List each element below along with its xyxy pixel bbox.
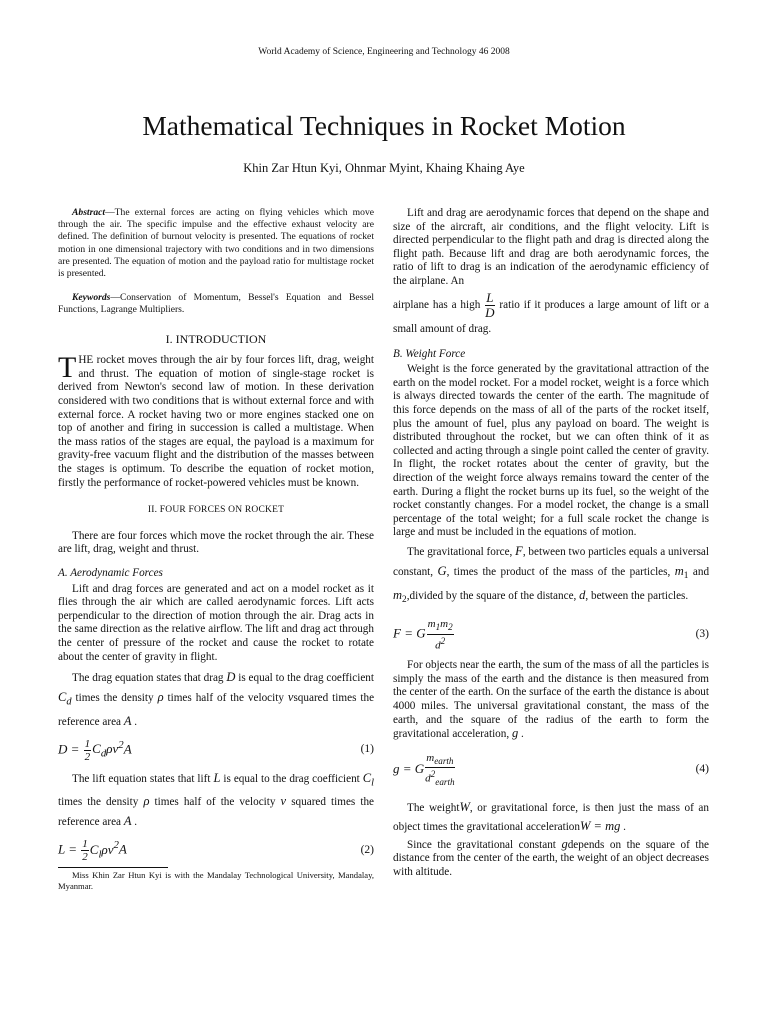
- lift-text-4: times half of the velocity: [154, 796, 276, 809]
- forces-heading: II. FOUR FORCES ON ROCKET: [147, 505, 285, 516]
- intro-text: HE rocket moves through the air by four forces lift, drag, weight and thrust. The equation of motion of single-stage rocket is derived from Newton's second law of motion. In these derivation considered with two conditions that is without external force and with external force. A rocket having two or more engines stacked one on top of another and firing in succession is called a multistage. When the mass ratios of the stages are equal, the payload is a maximum for gravity-free vacuum flight and the distribution of the masses between the stages is optimum. To describe the equation of rocket motion, firstly the performance of rocket-powered vehicles must be known.: [58, 354, 374, 489]
- liftdrag-paragraph: Lift and drag are aerodynamic forces that depend on the shape and size of the aircraft, air conditions, and the flight velocity. Lift is directed perpendicular to the flight path and drag is directed along the flight path. Because lift and drag are both aerodynamic forces, the ratio of lift to drag is an indication of the aerodynamic efficiency of the airplane. An: [393, 207, 709, 287]
- running-header: World Academy of Science, Engineering and Technology 46 2008: [258, 47, 510, 57]
- equation-4-number: (4): [695, 762, 709, 775]
- airplane-text-1: airplane has a high: [393, 298, 481, 311]
- grav-text-4: and: [692, 565, 710, 578]
- weight-mass-text-2: , or gravitational force, is then just the mass of an object times the gravitational acceleration: [393, 801, 709, 833]
- equation-3-number: (3): [695, 627, 709, 640]
- weight-heading: B. Weight Force: [393, 347, 466, 360]
- near-earth-text: For objects near the earth, the sum of the mass of all the particles is simply the mass of the earth and the distance is then measured from the center of the earth. On the surface of the earth the distance is about 4000 miles. The universal gravitational constant, the mass of the earth, and the square of the radius of the earth to form the gravitational acceleration,: [393, 659, 709, 741]
- forces-paragraph: There are four forces which move the rocket through the air. These are lift, drag, weight and thrust.: [58, 529, 374, 556]
- aero-heading: A. Aerodynamic Forces: [58, 566, 163, 579]
- drag-text-3: times the density: [75, 692, 154, 705]
- keywords: [58, 292, 374, 316]
- since-text-1: Since the gravitational constant: [407, 838, 556, 851]
- lift-text-5: squared times the reference area: [58, 796, 375, 829]
- equation-3: F = G $\frac{m_1m_2}{d^2}$ (3): [393, 618, 709, 652]
- weight-paragraph: Weight is the force generated by the gravitational attraction of the earth on the model rocket. For a model rocket, weight is a force which is always directed towards the center of the earth. The magnitude of this force depends on the mass of all of the parts of the rocket itself, plus the amount of fuel, plus any payload on board. The weight is distributed throughout the rocket, but we can often think of it as collected and acting through a single point called the center of gravity. In flight, the rocket rotates about the center of gravity, but the direction of the weight force always remains toward the center of the earth. During a flight the rocket burns up its fuel, so the weight of the rocket constantly changes. For a model rocket, the change is a small percentage of the total weight; for a full scale rocket the change is large and must be included in the equations of motion.: [393, 363, 709, 539]
- paper-title: Mathematical Techniques in Rocket Motion: [142, 110, 626, 141]
- footnote-rule: [58, 867, 168, 868]
- drag-text-2: is equal to the drag coefficient: [238, 672, 375, 685]
- intro-heading: I. INTRODUCTION: [165, 331, 267, 346]
- weight-mass-paragraph: The weightW, or gravitational force, is then just the mass of an object times the gravitational accelerationW = mg .: [393, 799, 709, 833]
- footnote: Miss Khin Zar Htun Kyi is with the Mandalay Technological University, Mandalay, Myanmar.: [58, 870, 374, 892]
- grav-paragraph: The gravitational force, F, between two particles equals a universal constant, G, times the product of the mass of the particles, $m_1$ and $m_2,divided$ by the square of the distance, d, between the particles.: [393, 543, 710, 606]
- drag-paragraph: The drag equation states that drag D is equal to the drag coefficient $C_d$ times the density ρ times half of the velocity vsquared times the reference area A .: [58, 670, 375, 728]
- keywords-text: —Conservation of Momentum, Bessel's Equation and Bessel Functions, Lagrange Multipliers.: [58, 292, 374, 316]
- grav-text-2: , between two particles equals a universal constant,: [393, 545, 709, 578]
- equation-1-number: (1): [360, 743, 374, 756]
- lift-text-3: times the density: [58, 796, 139, 809]
- intro-dropcap: T: [58, 351, 77, 385]
- abstract-text: —The external forces are acting on flying vehicles which move through the air. The specific impulse and the effective exhaust velocity are defined. The definition of burnout velocity is presented. The equations of rocket motion in one dimensional trajectory with two conditions and in two dimensions are presented. The equation of motion and the payload ratio for multistage rocket is presented.: [58, 207, 374, 280]
- weight-mass-text-1: The weight: [407, 801, 460, 814]
- keywords-label: Keywords: [72, 292, 111, 304]
- near-earth-paragraph: For objects near the earth, the sum of the mass of all the particles is simply the mass of the earth and the distance is then measured from the center of the earth. On the surface of the earth the distance is about 4000 miles. The universal gravitational constant, the mass of the earth, and the square of the radius of the earth to form the gravitational acceleration, g .: [393, 659, 709, 741]
- lift-paragraph: The lift equation states that lift L is equal to the drag coefficient $C_l$ times the density ρ times half of the velocity v squared times the reference area A .: [58, 770, 375, 829]
- left-column: [58, 207, 374, 892]
- airplane-text-2: ratio if it produces a large amount of lift or a small amount of drag.: [393, 298, 710, 335]
- since-paragraph: Since the gravitational constant gdepends on the square of the distance from the center of the earth, the weight of an object decreases with altitude.: [393, 836, 710, 878]
- intro-paragraph: [58, 351, 374, 490]
- grav-text-3: , times the product of the mass of the particles,: [446, 565, 671, 578]
- drag-text-4: times half of the velocity: [167, 692, 284, 705]
- equation-1: D = $\frac{1}{2}$ $C_d\rho v^2A$ (1): [58, 737, 374, 763]
- right-column: [393, 207, 709, 880]
- aero-paragraph: Lift and drag forces are generated and act on a model rocket as it flies through the air which are called aerodynamic forces. Lift acts perpendicular to the direction of motion through the air. Drag acts in the same direction as the relative airflow. The lift and drag act through the center of pressure of the rocket and cause the rocket to rotate about the center of gravity in flight.: [58, 582, 374, 663]
- since-text-2: depends on the square of the distance from the center of the earth, the weight of an object decreases with altitude.: [393, 838, 710, 878]
- equation-4: g = G $\frac{m_{earth}}{d^2_{earth}}$ (4): [393, 751, 709, 787]
- equation-2: L = $\frac{1}{2}$ $C_l\rho v^2A$ (2): [58, 838, 374, 864]
- grav-text-6: , between the particles.: [585, 590, 689, 603]
- grav-text-1: The gravitational force,: [407, 545, 513, 558]
- drag-text-5: squared times the reference area: [58, 692, 375, 728]
- airplane-paragraph: airplane has a high $\frac{L}{D}$ ratio if it produces a large amount of lift or a small amount of drag.: [393, 289, 710, 335]
- abstract: [58, 207, 374, 280]
- abstract-label: Abstract: [72, 207, 106, 218]
- lift-text-1: The lift equation states that lift: [72, 772, 211, 785]
- lift-text-2: is equal to the drag coefficient: [223, 772, 360, 785]
- equation-2-number: (2): [360, 843, 374, 856]
- grav-text-5: ,divided by the square of the distance,: [406, 590, 577, 603]
- drag-text-1: The drag equation states that drag: [72, 672, 224, 685]
- paper-authors: Khin Zar Htun Kyi, Ohnmar Myint, Khaing Khaing Aye: [243, 161, 525, 175]
